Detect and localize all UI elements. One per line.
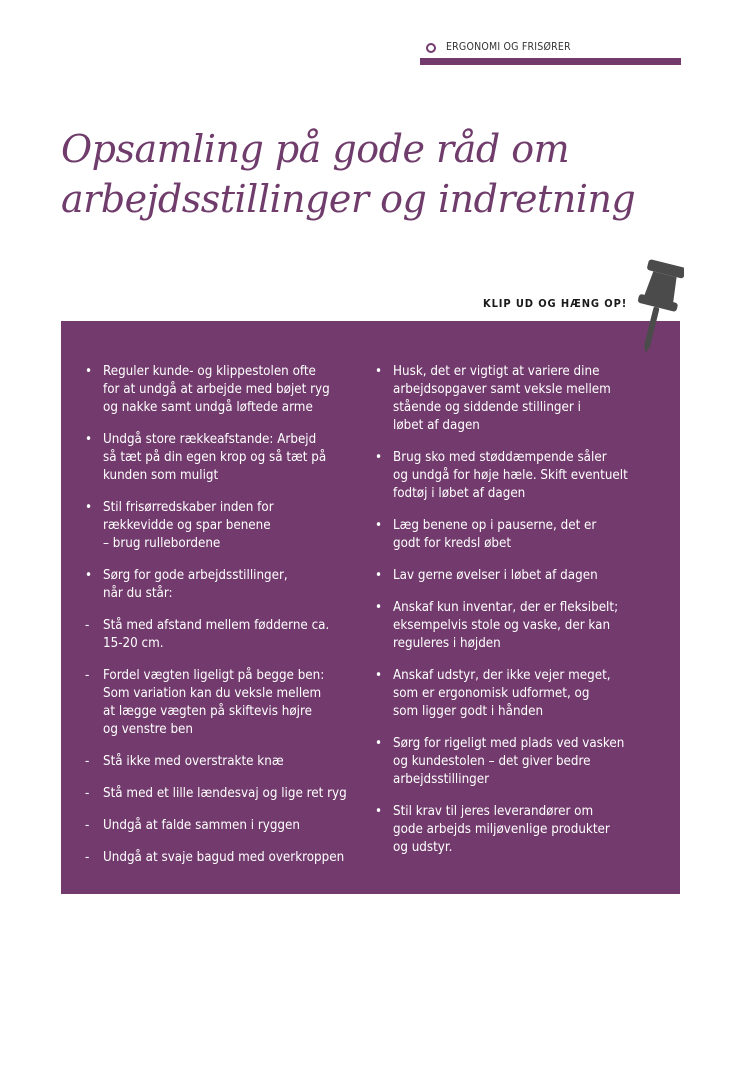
tip-item (373, 599, 673, 653)
tip-item-text: at lægge vægten på skiftevis højre (103, 704, 312, 719)
tip-item-text: Stil frisørredskaber inden for (103, 500, 274, 515)
bullet-marker: • (375, 364, 383, 379)
tip-item-text: Sørg for rigeligt med plads ved vasken (393, 736, 625, 751)
tip-item (373, 449, 673, 503)
tip-item-text: reguleres i højden (393, 636, 501, 651)
tip-item-text: Brug sko med støddæmpende såler (393, 450, 607, 465)
tip-item-text: eksempelvis stole og vaske, der kan (393, 618, 611, 633)
dash-marker: - (85, 850, 90, 865)
tip-item-text: Husk, det er vigtigt at variere dine (393, 364, 600, 379)
tip-item (83, 817, 373, 835)
page-header (420, 40, 681, 66)
tip-item-text: Fordel vægten ligeligt på begge ben: (103, 668, 325, 683)
tip-item-text: Læg benene op i pauserne, det er (393, 518, 597, 533)
tip-item-text: Stå med afstand mellem fødderne ca. (103, 618, 330, 633)
tip-item-text: og udstyr. (393, 840, 453, 855)
dash-marker: - (85, 786, 90, 801)
bullet-marker: • (85, 568, 93, 583)
bullet-marker: • (375, 736, 383, 751)
page-title-line: Opsamling på gode råd om (61, 127, 570, 171)
tip-item-text: godt for kredsl øbet (393, 536, 512, 551)
tip-item-text: Stå ikke med overstrakte knæ (103, 754, 284, 769)
tip-item (83, 431, 373, 485)
bullet-marker: • (375, 518, 383, 533)
tip-item-text: Reguler kunde- og klippestolen ofte (103, 364, 316, 379)
tip-item (373, 735, 673, 789)
tip-item-text: og kundestolen – det giver bedre (393, 754, 591, 769)
tip-item (83, 785, 373, 803)
tip-item-text: når du står: (103, 586, 173, 601)
tip-item-text: Undgå at falde sammen i ryggen (103, 818, 300, 833)
bullet-marker: • (85, 364, 93, 379)
tip-item-text: 15-20 cm. (103, 636, 164, 651)
tip-item (373, 363, 673, 435)
dash-marker: - (85, 668, 90, 683)
dash-marker: - (85, 618, 90, 633)
bullet-marker: • (375, 668, 383, 683)
bullet-marker: • (375, 600, 383, 615)
tip-item-text: og undgå for høje hæle. Skift eventuelt (393, 468, 628, 483)
tip-item-text: fodtøj i løbet af dagen (393, 486, 526, 501)
tip-item (373, 567, 673, 585)
tip-item (83, 499, 373, 553)
tip-item-text: Stil krav til jeres leverandører om (393, 804, 594, 819)
tip-item (83, 753, 373, 771)
tip-item-text: arbejdsstillinger (393, 772, 490, 787)
tip-item-text: så tæt på din egen krop og så tæt på (103, 450, 327, 465)
tip-item-text: arbejdsopgaver samt veksle mellem (393, 382, 611, 397)
dash-marker: - (85, 754, 90, 769)
bullet-marker: • (375, 568, 383, 583)
tip-item-text: Anskaf kun inventar, der er fleksibelt; (393, 600, 619, 615)
clip-out-label: KLIP UD OG HÆNG OP! (483, 297, 628, 310)
tip-item-text: stående og siddende stillinger i (393, 400, 581, 415)
tip-item-text: – brug rullebordene (103, 536, 221, 551)
tip-item-text: rækkevidde og spar benene (103, 518, 271, 533)
tip-item-text: og venstre ben (103, 722, 193, 737)
tips-left-column (83, 363, 373, 881)
tip-item-text: Anskaf udstyr, der ikke vejer meget, (393, 668, 611, 683)
tip-item (83, 849, 373, 867)
tip-item-text: Stå med et lille lændesvaj og lige ret ryg (103, 786, 347, 801)
header-accent-bar (420, 58, 681, 65)
ring-bullet-icon (426, 43, 436, 53)
page-title-line: arbejdsstillinger og indretning (61, 177, 636, 221)
tips-right-column (373, 363, 673, 871)
tip-item (373, 667, 673, 721)
tip-item-text: Undgå at svaje bagud med overkroppen (103, 850, 345, 865)
tip-item-text: gode arbejds miljøvenlige produkter (393, 822, 610, 837)
tip-item-text: Sørg for gode arbejdsstillinger, (103, 568, 288, 583)
bullet-marker: • (85, 500, 93, 515)
tip-item-text: kunden som muligt (103, 468, 219, 483)
tip-item (83, 617, 373, 653)
dash-marker: - (85, 818, 90, 833)
section-label: ERGONOMI OG FRISØRER (446, 41, 571, 53)
tip-item-text: og nakke samt undgå løftede arme (103, 400, 313, 415)
tip-item-text: som ligger godt i hånden (393, 704, 544, 719)
tip-item (83, 363, 373, 417)
tips-panel (61, 321, 680, 894)
tip-item (373, 803, 673, 857)
bullet-marker: • (375, 804, 383, 819)
pushpin-icon (628, 254, 684, 358)
tip-item (83, 667, 373, 739)
tip-item-text: Lav gerne øvelser i løbet af dagen (393, 568, 598, 583)
tip-item-text: Som variation kan du veksle mellem (103, 686, 322, 701)
tip-item-text: løbet af dagen (393, 418, 480, 433)
page-title (61, 124, 701, 224)
tip-item (83, 567, 373, 603)
tip-item-text: Undgå store rækkeafstande: Arbejd (103, 432, 317, 447)
tip-item-text: som er ergonomisk udformet, og (393, 686, 590, 701)
bullet-marker: • (375, 450, 383, 465)
bullet-marker: • (85, 432, 93, 447)
tip-item-text: for at undgå at arbejde med bøjet ryg (103, 382, 330, 397)
tip-item (373, 517, 673, 553)
